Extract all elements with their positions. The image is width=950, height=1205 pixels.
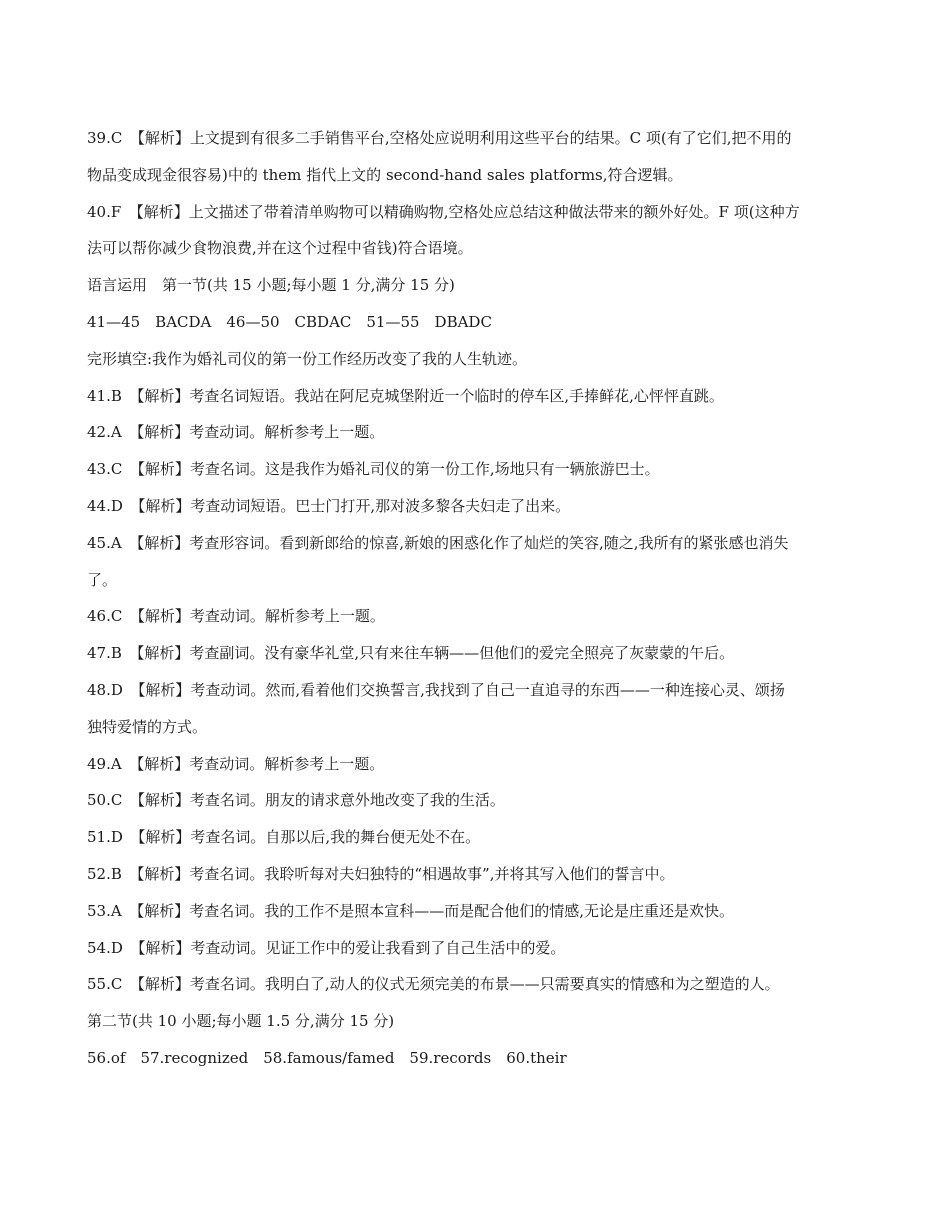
text-line: 46.C 【解析】考查动词。解析参考上一题。 [87, 607, 385, 626]
text-line: 45.A 【解析】考查形容词。看到新郎给的惊喜,新娘的困惑化作了灿烂的笑容,随之,我所有的紧张感也消失 [87, 533, 789, 552]
text-line: 52.B 【解析】考查名词。我聆听每对夫妇独特的“相遇故事”,并将其写入他们的誓言中。 [87, 864, 675, 883]
text-line: 50.C 【解析】考查名词。朋友的请求意外地改变了我的生活。 [87, 791, 505, 810]
answer-summary: 41—45 BACDA 46—50 CBDAC 51—55 DBADC [87, 312, 492, 331]
section-heading: 语言运用 第一节(共 15 小题;每小题 1 分,满分 15 分) [87, 276, 455, 295]
answer-key-text [87, 120, 867, 1077]
text-line: 42.A 【解析】考查动词。解析参考上一题。 [87, 423, 385, 442]
text-line: 41.B 【解析】考查名词短语。我站在阿尼克城堡附近一个临时的停车区,手捧鲜花,心怦怦直跳。 [87, 386, 724, 405]
text-line: 物品变成现金很容易)中的 them 指代上文的 second-hand sales platforms,符合逻辑。 [87, 165, 683, 184]
text-line: 48.D 【解析】考查动词。然而,看着他们交换誓言,我找到了自己一直追寻的东西——一种连接心灵、颂扬 [87, 680, 785, 699]
text-line: 43.C 【解析】考查名词。这是我作为婚礼司仪的第一份工作,场地只有一辆旅游巴士。 [87, 460, 660, 479]
text-line: 51.D 【解析】考查名词。自那以后,我的舞台便无处不在。 [87, 828, 481, 847]
text-line: 47.B 【解析】考查副词。没有豪华礼堂,只有来往车辆——但他们的爱完全照亮了灰蒙蒙的午后。 [87, 644, 735, 663]
text-line: 独特爱情的方式。 [87, 717, 208, 736]
text-line: 44.D 【解析】考查动词短语。巴士门打开,那对波多黎各夫妇走了出来。 [87, 496, 571, 515]
text-line: 39.C 【解析】上文提到有很多二手销售平台,空格处应说明利用这些平台的结果。C 项(有了它们,把不用的 [87, 129, 792, 147]
text-line: 49.A 【解析】考查动词。解析参考上一题。 [87, 754, 385, 773]
cloze-summary: 完形填空:我作为婚礼司仪的第一份工作经历改变了我的人生轨迹。 [87, 349, 528, 368]
text-line: 54.D 【解析】考查动词。见证工作中的爱让我看到了自己生活中的爱。 [87, 938, 566, 957]
text-line: 53.A 【解析】考查名词。我的工作不是照本宣科——而是配合他们的情感,无论是庄重还是欢快。 [87, 901, 734, 920]
text-line: 法可以帮你减少食物浪费,并在这个过程中省钱)符合语境。 [87, 239, 473, 258]
answer-summary: 56.of 57.recognized 58.famous/famed 59.records 60.their [87, 1048, 567, 1067]
section-heading: 第二节(共 10 小题;每小题 1.5 分,满分 15 分) [87, 1012, 395, 1031]
text-line: 40.F 【解析】上文描述了带着清单购物可以精确购物,空格处应总结这种做法带来的额外好处。F 项(这种方 [87, 202, 800, 221]
text-line: 55.C 【解析】考查名词。我明白了,动人的仪式无须完美的布景——只需要真实的情感和为之塑造的人。 [87, 975, 780, 994]
text-line: 了。 [87, 570, 118, 589]
